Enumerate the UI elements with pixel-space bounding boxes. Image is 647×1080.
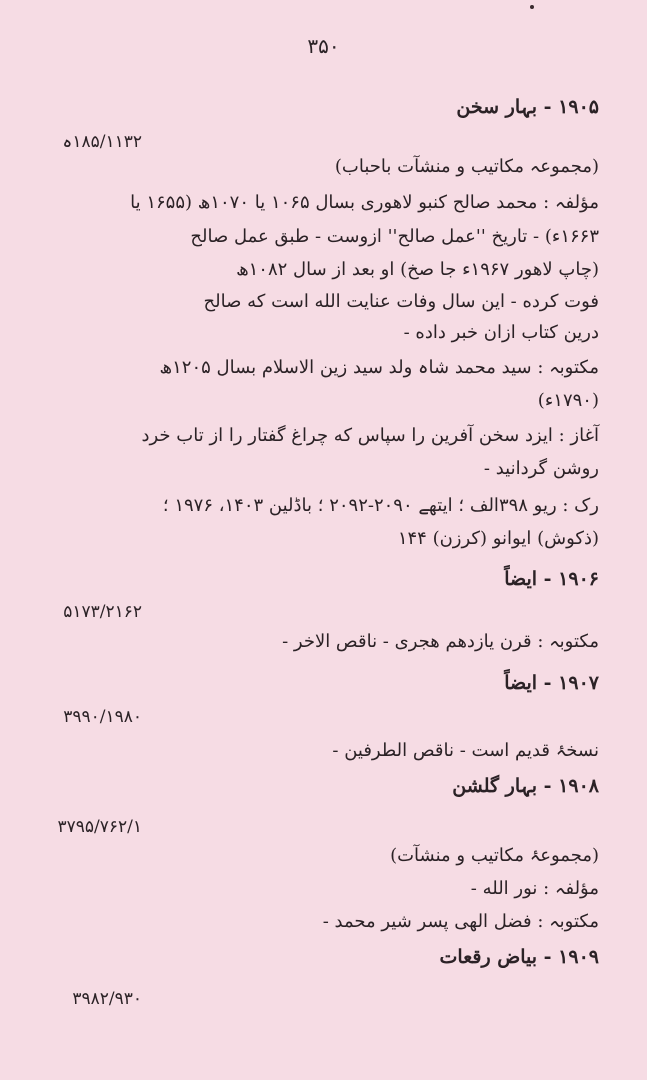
- entry-1908-heading: ۱۹۰۸ - بہار گلشن: [452, 775, 599, 797]
- text-line: فوت کرده - این سال وفات عنایت الله است که صالح: [203, 291, 599, 312]
- entry-1909-heading: ۱۹۰۹ - بیاض رقعات: [439, 946, 599, 968]
- text-line: مکتوبہ : سید محمد شاہ ولد سید زین الاسلام بسال ۱۲۰۵ھ: [159, 357, 599, 378]
- entry-1907-heading: ۱۹۰۷ - ایضاً: [504, 672, 599, 694]
- accession-number: ۱۸۵/۱۱۳۲ہ: [62, 132, 142, 152]
- print-speck: [530, 5, 534, 9]
- text-line: درین کتاب ازان خبر داده -: [403, 322, 599, 343]
- page-number: ۳۵۰: [307, 34, 340, 58]
- text-line: روشن گردانید -: [483, 458, 599, 479]
- text-line: آغاز : ایزد سخن آفرین را سپاس که چراغ گفتار را از تاب خرد: [141, 425, 599, 446]
- text-line: مکتوبہ : فضل الهی پسر شیر محمد -: [322, 911, 599, 932]
- text-line: رک : ریو ۳۹۸الف ؛ ایتھے ۲۰۹۰-۲۰۹۲ ؛ باڈلین ۱۴۰۳، ۱۹۷۶ ؛: [162, 495, 599, 516]
- accession-number: ۳۹۸۲/۹۳۰: [72, 989, 142, 1009]
- entry-1905-heading: ۱۹۰۵ - بہار سخن: [456, 96, 599, 118]
- accession-number: ۵۱۷۳/۲۱۶۲: [63, 602, 142, 622]
- text-line: مؤلفہ : محمد صالح کنبو لاهوری بسال ۱۰۶۵ یا ۱۰۷۰ھ (۱۶۵۵ یا: [130, 192, 599, 213]
- accession-number: ۳۷۹۵/۷۶۲/۱: [57, 817, 142, 837]
- text-line: ۱۶۶۳ء) - تاریخ ''عمل صالح'' ازوست - طبق عمل صالح: [190, 226, 599, 247]
- accession-number: ۳۹۹۰/۱۹۸۰: [63, 707, 142, 727]
- text-line: نسخۂ قدیم است - ناقص الطرفین -: [332, 740, 599, 761]
- entry-1906-heading: ۱۹۰۶ - ایضاً: [504, 568, 599, 590]
- text-line: مکتوبہ : قرن یازدهم هجری - ناقص الاخر -: [282, 631, 599, 652]
- text-line: (مجموعہ مکاتیب و منشآت باحباب): [334, 156, 599, 177]
- text-line: (ذکوش) ایوانو (کرزن) ۱۴۴: [397, 528, 599, 549]
- text-line: (چاپ لاهور ۱۹۶۷ء جا صخ) او بعد از سال ۱۰۸۲ھ: [236, 259, 599, 280]
- text-line: (۱۷۹۰ء): [537, 390, 599, 411]
- text-line: مؤلفہ : نور الله -: [470, 878, 599, 899]
- text-line: (مجموعۂ مکاتیب و منشآت): [390, 845, 599, 866]
